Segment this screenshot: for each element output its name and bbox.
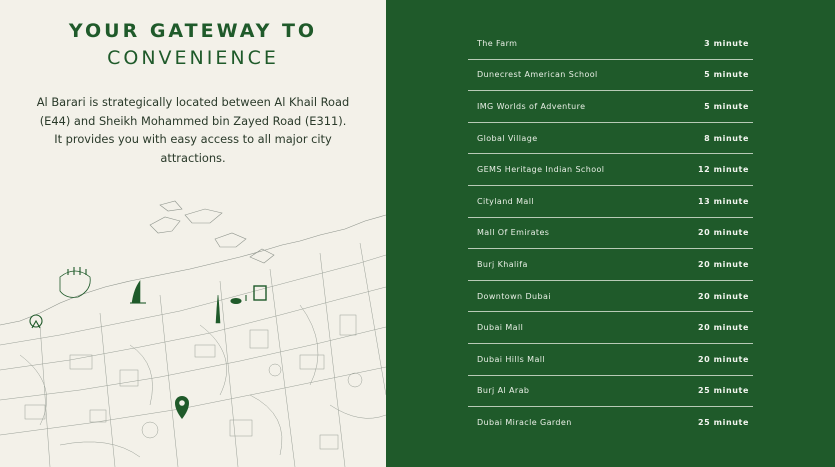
map-roads xyxy=(0,243,386,467)
travel-time: 20 minute xyxy=(697,354,749,364)
list-item xyxy=(468,376,753,408)
list-item xyxy=(468,344,753,376)
destination-name: Dubai Miracle Garden xyxy=(477,418,572,428)
list-item xyxy=(468,281,753,313)
map-coastline xyxy=(0,201,386,325)
travel-time: 20 minute xyxy=(697,228,749,238)
list-item xyxy=(468,186,753,218)
list-item xyxy=(468,154,753,186)
city-map xyxy=(0,195,386,467)
travel-time: 25 minute xyxy=(697,418,749,428)
location-pin-icon xyxy=(175,396,189,419)
travel-time: 20 minute xyxy=(697,291,749,301)
destination-name: Dubai Hills Mall xyxy=(477,354,546,364)
dubai-frame-icon xyxy=(231,286,266,304)
page-subtitle: CONVENIENCE xyxy=(107,47,279,69)
list-item xyxy=(468,28,753,60)
list-item xyxy=(468,218,753,250)
burj-khalifa-icon xyxy=(216,295,220,323)
destination-name: The Farm xyxy=(477,38,518,48)
travel-time: 12 minute xyxy=(697,165,749,175)
destination-name: Burj Al Arab xyxy=(477,386,530,396)
destination-list xyxy=(468,28,753,439)
travel-time: 20 minute xyxy=(697,259,749,269)
list-item xyxy=(468,123,753,155)
destinations-panel xyxy=(386,0,835,467)
destination-name: GEMS Heritage Indian School xyxy=(477,165,605,175)
destination-name: Global Village xyxy=(477,133,538,143)
list-item xyxy=(468,91,753,123)
list-item xyxy=(468,312,753,344)
destination-name: Dunecrest American School xyxy=(477,70,598,80)
palm-jumeirah-icon xyxy=(60,267,90,297)
destination-name: Cityland Mall xyxy=(477,196,534,206)
list-item xyxy=(468,60,753,92)
destination-name: Dubai Mall xyxy=(477,323,524,333)
destination-name: Burj Khalifa xyxy=(477,259,528,269)
travel-time: 8 minute xyxy=(704,133,749,143)
list-item xyxy=(468,249,753,281)
travel-time: 3 minute xyxy=(704,38,749,48)
destination-name: Downtown Dubai xyxy=(477,291,551,301)
page-title: YOUR GATEWAY TO xyxy=(68,20,318,42)
burj-al-arab-icon xyxy=(130,281,146,303)
travel-time: 20 minute xyxy=(697,323,749,333)
list-item xyxy=(468,407,753,439)
travel-time: 5 minute xyxy=(704,101,749,111)
destination-name: Mall Of Emirates xyxy=(477,228,550,238)
destination-name: IMG Worlds of Adventure xyxy=(477,101,586,111)
travel-time: 25 minute xyxy=(697,386,749,396)
travel-time: 13 minute xyxy=(697,196,749,206)
travel-time: 5 minute xyxy=(704,70,749,80)
left-panel xyxy=(0,0,386,467)
location-description: Al Barari is strategically located between Al Khail Road (E44) and Sheikh Mohammed bin Zayed Road (E311). It provides you with easy access to all major city attractions. xyxy=(36,95,350,165)
